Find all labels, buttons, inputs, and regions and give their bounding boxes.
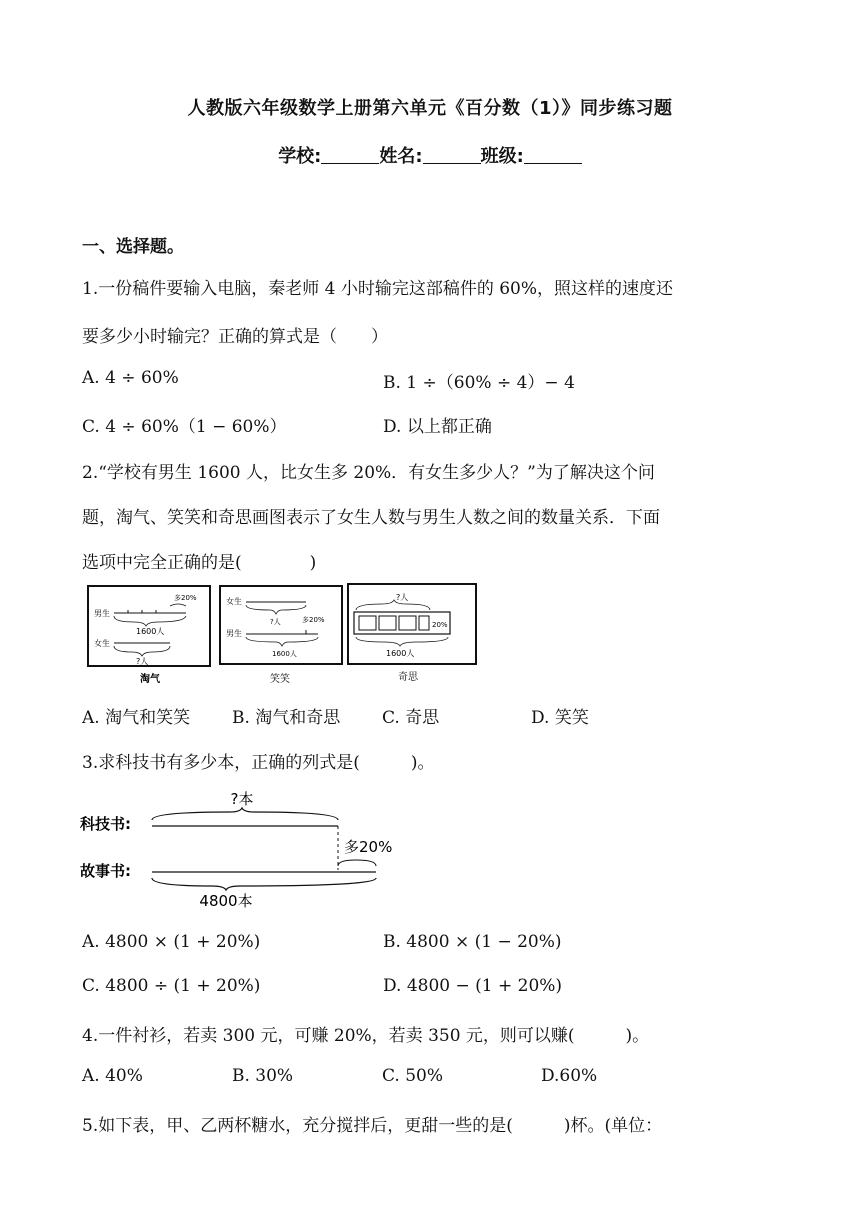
q2-option-d: D. 笑笑 <box>531 708 589 728</box>
q2-line3: 选项中完全正确的是( ) <box>82 553 317 573</box>
q4-line1: 4.一件衬衫，若卖 300 元，可赚 20%，若卖 350 元，则可以赚( )。 <box>82 1026 650 1046</box>
student-info-line <box>0 142 860 168</box>
page-title: 人教版六年级数学上册第六单元《百分数（1）》同步练习题 <box>187 98 673 119</box>
q1-option-b: B. 1 ÷（60% ÷ 4）− 4 <box>383 373 575 393</box>
q3-more-label: 多20% <box>344 838 393 856</box>
class-label: 班级: <box>480 146 524 167</box>
q1-option-d: D. 以上都正确 <box>383 417 492 437</box>
p3-pct-label: 20% <box>432 621 448 629</box>
p1-more-label: 多20% <box>174 594 197 602</box>
name-blank <box>423 145 481 164</box>
p3-total-label: 1600人 <box>386 649 415 658</box>
p3-unknown-label: ?人 <box>396 593 409 602</box>
p1-unknown-label: ?人 <box>136 657 149 666</box>
school-label: 学校: <box>278 146 322 167</box>
q4-option-a: A. 40% <box>82 1066 143 1086</box>
q3-sci-label: 科技书: <box>80 815 131 833</box>
figure-panel-qisi <box>348 584 476 683</box>
q3-option-b: B. 4800 × (1 − 20%) <box>383 932 562 952</box>
q3-line1: 3.求科技书有多少本，正确的列式是( )。 <box>82 753 435 773</box>
q2-figures <box>84 582 484 690</box>
q3-unknown-label: ?本 <box>230 790 254 808</box>
q3-story-label: 故事书: <box>80 862 131 880</box>
class-blank <box>524 145 582 164</box>
q2-option-c: C. 奇思 <box>382 708 440 728</box>
figure-panel-taoqi <box>88 586 210 685</box>
q2-option-b: B. 淘气和奇思 <box>232 708 341 728</box>
q5-line1: 5.如下表，甲、乙两杯糖水，充分搅拌后，更甜一些的是( )杯。(单位： <box>82 1116 663 1136</box>
q4-option-c: C. 50% <box>382 1066 443 1086</box>
q3-option-c: C. 4800 ÷ (1 + 20%) <box>82 976 261 996</box>
q3-option-a: A. 4800 × (1 + 20%) <box>82 932 261 952</box>
q4-option-d: D.60% <box>541 1066 598 1086</box>
section-title: 一、选择题。 <box>82 237 184 257</box>
p2-total-label: 1600人 <box>272 650 297 658</box>
p1-boy-label: 男生 <box>94 609 110 618</box>
p1-girl-label: 女生 <box>94 639 110 648</box>
p1-total-label: 1600人 <box>136 627 165 636</box>
p2-unknown-label: ?人 <box>270 618 281 626</box>
q2-option-a: A. 淘气和笑笑 <box>82 708 191 728</box>
q3-figure <box>80 784 410 910</box>
q2-line1: 2.“学校有男生 1600 人，比女生多 20%．有女生多少人？”为了解决这个问 <box>82 463 655 483</box>
q1-line2: 要多少小时输完？正确的算式是（ ） <box>82 327 388 347</box>
q2-line2: 题，淘气、笑笑和奇思画图表示了女生人数与男生人数之间的数量关系．下面 <box>82 508 660 528</box>
p1-caption: 淘气 <box>140 674 160 685</box>
figure-panel-xiaoxiao <box>220 586 342 685</box>
q3-option-d: D. 4800 − (1 + 20%) <box>383 976 563 996</box>
school-blank <box>321 145 379 164</box>
p2-boy-label: 男生 <box>226 629 242 638</box>
p2-more-label: 多20% <box>302 616 325 624</box>
p3-caption: 奇思 <box>398 672 418 683</box>
name-label: 姓名: <box>379 146 423 167</box>
q3-total-label: 4800本 <box>199 892 253 910</box>
q1-option-a: A. 4 ÷ 60% <box>82 368 179 388</box>
q1-option-c: C. 4 ÷ 60%（1 − 60%） <box>82 417 287 437</box>
p2-caption: 笑笑 <box>270 674 290 685</box>
q1-line1: 1.一份稿件要输入电脑，秦老师 4 小时输完这部稿件的 60%，照这样的速度还 <box>82 279 674 299</box>
q4-option-b: B. 30% <box>232 1066 294 1086</box>
p2-girl-label: 女生 <box>226 597 242 606</box>
